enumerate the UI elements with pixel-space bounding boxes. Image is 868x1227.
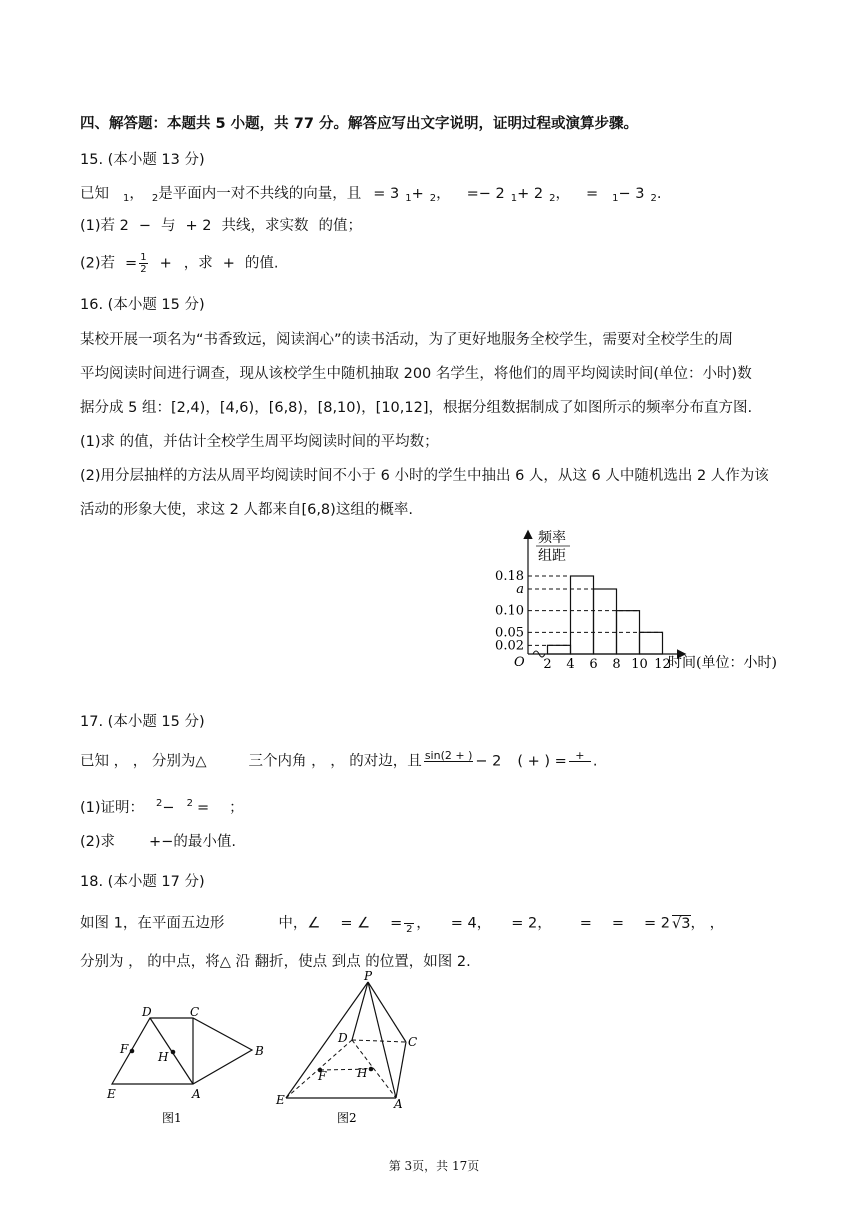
label-C2: C	[408, 1035, 418, 1049]
sub-1b: 1	[405, 193, 412, 204]
y-tick-label-4: 0.02	[495, 638, 524, 654]
x-label: 时间(单位：小时)	[668, 655, 777, 671]
sub-2: 2	[151, 193, 159, 204]
fig1-caption: 图1	[162, 1111, 182, 1125]
q18-l1-i: =	[611, 915, 625, 932]
q17-p2: (2)求	[80, 834, 116, 850]
q17-period: .	[592, 753, 598, 770]
sub-1: 1	[123, 193, 130, 204]
q15-eq2: =− 2	[466, 186, 505, 202]
q15-p2-a: (2)若	[80, 255, 116, 272]
q16-line1: 某校开展一项名为“书香致远，阅读润心”的读书活动，为了更好地服务全校学生，需要对全校学生的周	[80, 332, 734, 348]
hist-guides	[528, 576, 663, 645]
q17-p1-end: ；	[229, 800, 244, 816]
hist-yticks	[495, 569, 524, 653]
q17-p1-mid: −	[162, 800, 175, 816]
q16-part1: (1)求 的值，并估计全校学生周平均阅读时间的平均数；	[80, 434, 439, 450]
frac-num: 1	[140, 252, 147, 263]
y-tick-label-3: 0.05	[495, 625, 524, 641]
label-C: C	[190, 1005, 200, 1019]
figure-1	[100, 1002, 270, 1132]
q16-part2-line1: (2)用分层抽样的方法从周平均阅读时间不小于 6 小时的学生中抽出 6 人，从这 6 人中随机选出 2 人作为该	[80, 468, 769, 484]
section-heading: 四、解答题：本题共 5 小题，共 77 分。解答应写出文字说明，证明过程或演算步骤。	[80, 116, 638, 132]
q16-line2: 平均阅读时间进行调查，现从该校学生中随机抽取 200 名学生，将他们的周平均阅读时间(单位：小时)数	[80, 366, 752, 382]
q18-l1-g: = 2，	[511, 915, 552, 932]
hist-bar-1	[571, 576, 594, 654]
q15-p2-d: 的值.	[244, 255, 279, 272]
y-tick-label-2: 0.10	[495, 603, 524, 619]
sqrt-radicand: √3	[672, 915, 691, 932]
label-D: D	[142, 1005, 152, 1019]
q17-fraction	[424, 750, 474, 773]
figure-2	[274, 968, 434, 1128]
point-H2	[369, 1067, 374, 1072]
q17-fraction-2	[569, 750, 591, 773]
label-B: B	[255, 1044, 264, 1058]
hist-xticks	[543, 657, 670, 672]
q16-header: 16. (本小题 15 分)	[80, 297, 205, 313]
label-F: F	[120, 1042, 129, 1056]
edge-AC	[396, 1042, 406, 1098]
label-P: P	[364, 969, 373, 983]
x-tick-label-1: 4	[566, 657, 575, 672]
q15-p1-d: + 2	[185, 218, 212, 234]
q17-frac2-num: +	[569, 750, 591, 762]
hist-bar-2	[594, 589, 617, 654]
q17-frac-tail: − 2	[475, 753, 502, 770]
q15-eq1: = 3	[373, 186, 400, 202]
q15-p1-c: 与	[161, 218, 176, 234]
q15-p2-eq: =	[125, 255, 138, 272]
y-label-den: 组距	[538, 548, 566, 564]
q17-frac2-den	[569, 762, 591, 773]
q17-part2	[80, 832, 236, 852]
frequency-histogram	[478, 524, 818, 684]
q15-header: 15. (本小题 13 分)	[80, 152, 205, 168]
x-tick-label-4: 10	[631, 657, 648, 672]
q18-l1-h: =	[579, 915, 592, 932]
q15-part2	[80, 252, 279, 275]
q15-p1-e: 共线，求实数	[221, 218, 309, 234]
q17-frac-num: sin(2 + )	[424, 749, 473, 762]
q18-l1-j: = 2	[644, 915, 671, 932]
q17-header: 17. (本小题 15 分)	[80, 714, 205, 730]
q15-eq1b: +	[411, 186, 424, 202]
q15-stem-text: 已知	[80, 186, 109, 202]
q15-p1-f: 的值；	[318, 218, 363, 234]
q15-p1-b: −	[138, 218, 152, 234]
q18-l1-e: ，	[416, 915, 431, 932]
label-E: E	[107, 1087, 116, 1101]
point-H	[171, 1050, 176, 1055]
origin-label: O	[514, 655, 525, 670]
sub-2c: 2	[549, 193, 556, 204]
q17-p1-eq: =	[196, 800, 210, 816]
label-D2: D	[338, 1031, 348, 1045]
q15-part1	[80, 216, 362, 236]
q18-line2: 分别为 ， 的中点，将△ 沿 翻折，使点 到点 的位置，如图 2.	[80, 954, 471, 970]
x-tick-label-2: 6	[589, 657, 598, 672]
q15-p2-plus: +	[159, 255, 172, 272]
label-A: A	[192, 1087, 201, 1101]
q15-stem: 已知 $_1$， $_2$是平面内一对不共线的向量，且 = 3 $_1$+ $_2$， =− 2 $_1$+ 2 $_2$， = $_1$− 3 $_2$.	[80, 186, 662, 204]
q17-frac-den	[424, 762, 474, 773]
y-tick-label-1: a	[516, 582, 524, 597]
sqrt-value: 3	[681, 915, 691, 932]
point-F	[130, 1049, 135, 1054]
label-H: H	[158, 1050, 169, 1064]
label-A2: A	[394, 1097, 403, 1111]
label-F2: F	[318, 1069, 327, 1083]
q18-fraction	[404, 912, 414, 935]
sub-2d: 2	[650, 193, 657, 204]
label-E2: E	[276, 1093, 285, 1107]
q17-paren: ( + ) =	[517, 753, 567, 770]
q17-stem-b: 三个内角 ， ， 的对边，且	[248, 753, 422, 770]
hist-bars	[548, 576, 663, 654]
q15-p2-b: ，求	[183, 255, 213, 272]
q16-part2-line2: 活动的形象大使，求这 2 人都来自[6,8)这组的概率.	[80, 502, 413, 518]
fig2-caption: 图2	[337, 1111, 357, 1125]
q18-frac-den: 2	[406, 924, 413, 935]
edge-DC	[352, 1040, 406, 1042]
edge-PD	[352, 982, 368, 1040]
q17-part1	[80, 794, 244, 818]
q15-stem-text-2: 是平面内一对不共线的向量，且	[158, 186, 362, 202]
q15-p2-c: +	[222, 255, 235, 272]
q15-eq3b: − 3	[618, 186, 645, 202]
q18-l1-d: =	[390, 915, 403, 932]
q17-p2-b: +−的最小值.	[149, 834, 236, 850]
q18-l1-a: 如图 1，在平面五边形	[80, 915, 225, 932]
q18-l1-k: ， ，	[690, 915, 725, 932]
hist-bar-4	[640, 632, 663, 654]
y-tick-label-0: 0.18	[495, 569, 524, 584]
page-footer: 第 3页，共 17页	[388, 1159, 480, 1173]
q15-eq3: =	[586, 186, 599, 202]
q15-eq2b: + 2	[517, 186, 544, 202]
frac-den: 2	[140, 264, 147, 275]
label-H2: H	[357, 1066, 368, 1080]
q17-stem	[80, 750, 597, 773]
q18-frac-num	[404, 912, 414, 924]
q17-exp2: 2	[186, 798, 193, 809]
q17-p1: (1)证明：	[80, 800, 145, 816]
hist-bar-0	[548, 645, 571, 654]
x-tick-label-0: 2	[543, 657, 552, 672]
x-tick-label-3: 8	[612, 657, 621, 672]
sub-1c: 1	[510, 193, 518, 204]
x-tick-label-5: 12	[654, 657, 671, 672]
q15-fraction	[139, 252, 147, 275]
q18-header: 18. (本小题 17 分)	[80, 874, 205, 890]
sub-1d: 1	[612, 193, 619, 204]
edge-PA	[368, 982, 396, 1098]
sub-2b: 2	[429, 193, 437, 204]
q15-p1-a: (1)若 2	[80, 218, 129, 234]
q18-line1	[80, 912, 724, 935]
y-label-num: 频率	[538, 530, 566, 546]
q17-exp1: 2	[156, 798, 163, 809]
q16-line3: 据分成 5 组：[2,4)，[4,6)，[6,8)，[8,10)，[10,12]，根据分组数据制成了如图所示的频率分布直方图.	[80, 400, 753, 416]
q18-l1-c: = ∠	[340, 915, 371, 932]
q18-l1-f: = 4，	[450, 915, 492, 932]
q17-stem-a: 已知 ， ， 分别为△	[80, 753, 207, 770]
edge-PC	[368, 982, 406, 1042]
q18-l1-b: 中，∠	[278, 915, 321, 932]
